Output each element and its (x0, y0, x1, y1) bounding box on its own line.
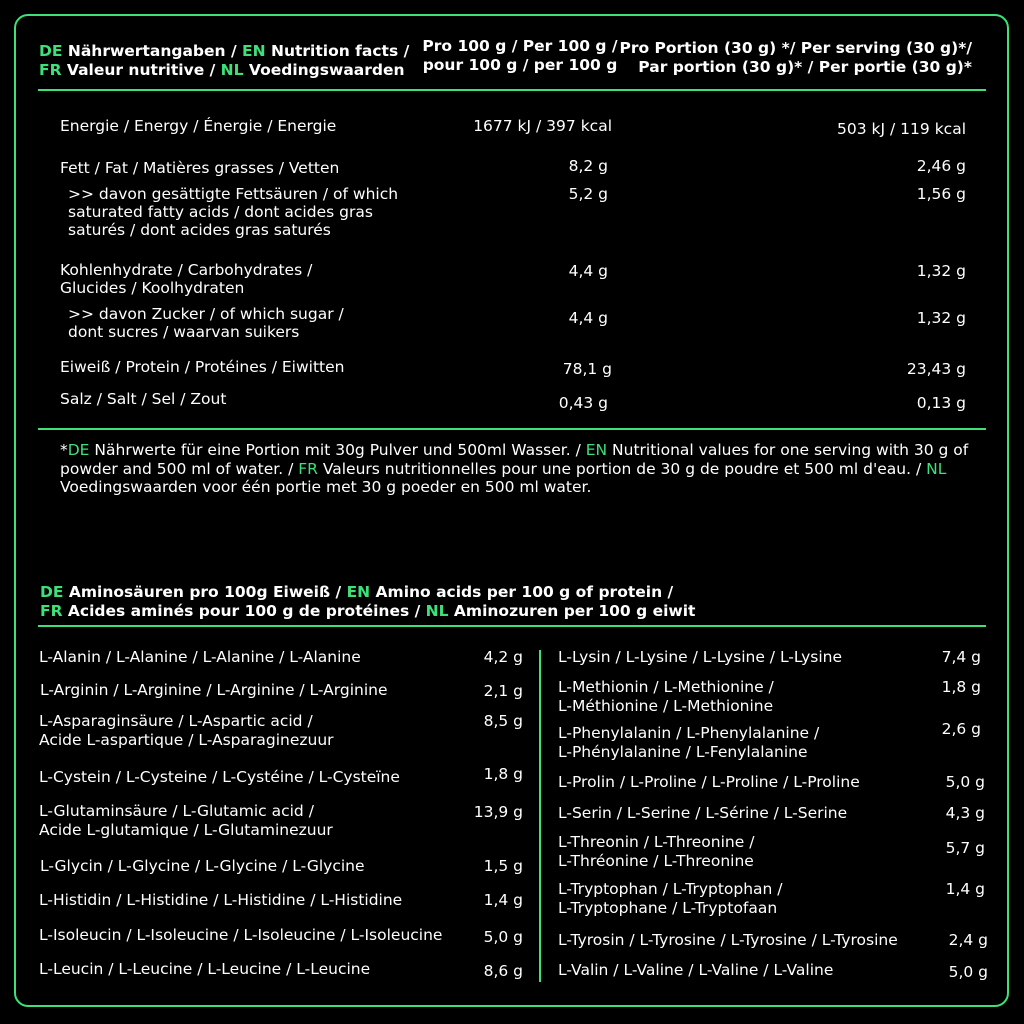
amino-value-tyrosine: 2,4 g (948, 931, 988, 949)
energy-portion: 503 kJ / 119 kcal (837, 120, 966, 138)
amino-label-tryptophan: L-Tryptophan / L-Tryptophan / L-Tryptophane / L-Tryptofaan (558, 880, 783, 917)
serving-footnote: *DE Nährwerte für eine Portion mit 30g Pulver und 500ml Wasser. / EN Nutritional values for one serving with 30 g of powder and 500 ml of water. / FR Valeurs nutritionnelles pour une portion de 30 g de poudre et 500 ml d'eau. / NL Voedingswaarden voor één portie met 30 g poeder en 500 ml water. (60, 441, 969, 496)
saturated-per100: 5,2 g (568, 185, 608, 203)
sugar-label: >> davon Zucker / of which sugar / dont sucres / waarvan suikers (68, 305, 344, 341)
salt-per100: 0,43 g (558, 394, 608, 412)
amino-value-proline: 5,0 g (945, 773, 985, 791)
amino-value-isoleucine: 5,0 g (483, 928, 523, 946)
amino-label-phenylalanine: L-Phenylalanin / L-Phenylalanine / L-Phénylalanine / L-Fenylalanine (558, 724, 820, 761)
amino-label-glutamic: L-Glutaminsäure / L-Glutamic acid / Acide L-glutamique / L-Glutaminezuur (39, 802, 333, 839)
amino-label-glycine: L-Glycin / L-Glycine / L-Glycine / L-Glycine (40, 857, 365, 875)
amino-column-divider (539, 650, 541, 982)
amino-value-glutamic: 13,9 g (473, 803, 523, 821)
salt-label: Salz / Salt / Sel / Zout (60, 390, 227, 408)
amino-label-serine: L-Serin / L-Serine / L-Sérine / L-Serine (558, 804, 848, 822)
amino-value-aspartic: 8,5 g (483, 712, 523, 730)
energy-per100: 1677 kJ / 397 kcal (473, 117, 612, 135)
amino-label-valine: L-Valin / L-Valine / L-Valine / L-Valine (558, 961, 834, 979)
amino-label-alanine: L-Alanin / L-Alanine / L-Alanine / L-Alanine (39, 648, 361, 666)
nutrition-title-line1: DE Nährwertangaben / EN Nutrition facts / (39, 42, 410, 60)
amino-value-tryptophan: 1,4 g (945, 880, 985, 898)
amino-label-aspartic: L-Asparaginsäure / L-Aspartic acid / Acide L-aspartique / L-Asparaginezuur (39, 712, 334, 749)
amino-value-leucine: 8,6 g (483, 962, 523, 980)
amino-title-line1: DE Aminosäuren pro 100g Eiweiß / EN Amino acids per 100 g of protein / (40, 583, 674, 601)
sugar-per100: 4,4 g (568, 309, 608, 327)
amino-value-alanine: 4,2 g (483, 648, 523, 666)
amino-value-phenylalanine: 2,6 g (941, 720, 981, 738)
amino-label-histidine: L-Histidin / L-Histidine / L-Histidine / L-Histidine (39, 891, 403, 909)
amino-label-threonine: L-Threonin / L-Threonine / L-Thréonine / L-Threonine (558, 833, 755, 870)
protein-label: Eiweiß / Protein / Protéines / Eiwitten (60, 358, 345, 376)
amino-title-line2: FR Acides aminés pour 100 g de protéines / NL Aminozuren per 100 g eiwit (40, 602, 696, 620)
amino-label-cysteine: L-Cystein / L-Cysteine / L-Cystéine / L-Cysteïne (39, 768, 400, 786)
protein-portion: 23,43 g (906, 360, 966, 378)
amino-label-methionine: L-Methionin / L-Methionine / L-Méthionine / L-Methionine (558, 678, 774, 715)
energy-label: Energie / Energy / Énergie / Energie (60, 117, 337, 135)
amino-label-lysine: L-Lysin / L-Lysine / L-Lysine / L-Lysine (558, 648, 843, 666)
nutrition-title-line2: FR Valeur nutritive / NL Voedingswaarden (39, 61, 405, 79)
amino-label-isoleucine: L-Isoleucin / L-Isoleucine / L-Isoleucine / L-Isoleucine (39, 926, 443, 944)
carbs-per100: 4,4 g (568, 262, 608, 280)
header-divider (38, 89, 986, 91)
amino-value-cysteine: 1,8 g (483, 765, 523, 783)
saturated-label: >> davon gesättigte Fettsäuren / of which saturated fatty acids / dont acides gras saturés / dont acides gras saturés (68, 185, 399, 239)
amino-label-proline: L-Prolin / L-Proline / L-Proline / L-Proline (558, 773, 860, 791)
per-portion-header: Pro Portion (30 g) */ Per serving (30 g)*/ Par portion (30 g)* / Per portie (30 g)* (619, 39, 972, 76)
carbs-label: Kohlenhydrate / Carbohydrates / Glucides / Koolhydraten (60, 261, 313, 297)
amino-value-valine: 5,0 g (948, 963, 988, 981)
amino-label-leucine: L-Leucin / L-Leucine / L-Leucine / L-Leucine (39, 960, 371, 978)
amino-label-tyrosine: L-Tyrosin / L-Tyrosine / L-Tyrosine / L-Tyrosine (558, 931, 898, 949)
fat-label: Fett / Fat / Matières grasses / Vetten (60, 159, 340, 177)
amino-value-threonine: 5,7 g (945, 839, 985, 857)
amino-header-divider (38, 625, 986, 627)
carbs-portion: 1,32 g (916, 262, 966, 280)
fat-portion: 2,46 g (916, 157, 966, 175)
amino-value-methionine: 1,8 g (941, 678, 981, 696)
amino-value-arginine: 2,1 g (483, 682, 523, 700)
per100-header: Pro 100 g / Per 100 g / pour 100 g / per 100 g (422, 37, 618, 74)
amino-value-lysine: 7,4 g (941, 648, 981, 666)
amino-value-serine: 4,3 g (945, 804, 985, 822)
amino-value-histidine: 1,4 g (483, 891, 523, 909)
salt-portion: 0,13 g (916, 394, 966, 412)
table-bottom-divider (38, 428, 986, 430)
saturated-portion: 1,56 g (916, 185, 966, 203)
amino-value-glycine: 1,5 g (483, 857, 523, 875)
protein-per100: 78,1 g (562, 360, 612, 378)
fat-per100: 8,2 g (568, 157, 608, 175)
amino-label-arginine: L-Arginin / L-Arginine / L-Arginine / L-Arginine (40, 681, 388, 699)
sugar-portion: 1,32 g (916, 309, 966, 327)
